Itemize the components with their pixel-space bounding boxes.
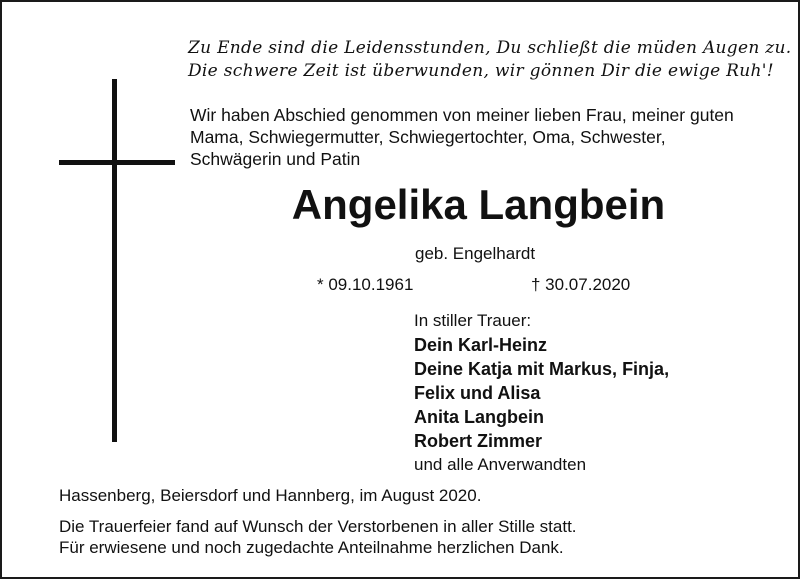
cross-icon <box>112 79 117 442</box>
intro-line: Mama, Schwiegermutter, Schwiegertochter, Oma, Schwester, <box>190 127 666 147</box>
poem <box>188 37 791 83</box>
poem-line: Die schwere Zeit ist überwunden, wir gönnen Dir die ewige Ruh'! <box>188 61 774 81</box>
maiden-name: geb. Engelhardt <box>415 244 536 263</box>
birth-date: * 09.10.1961 <box>317 275 414 294</box>
mourner-name: Deine Katja mit Markus, Finja, <box>414 359 670 379</box>
intro-text <box>190 104 734 170</box>
mourner-name: Anita Langbein <box>414 407 544 427</box>
mourner-name: Dein Karl-Heinz <box>414 335 548 355</box>
intro-line: Schwägerin und Patin <box>190 149 361 169</box>
footer-line: Die Trauerfeier fand auf Wunsch der Verstorbenen in aller Stille statt. <box>59 517 577 536</box>
mourners-heading: In stiller Trauer: <box>414 311 532 330</box>
deceased-name: Angelika Langbein <box>291 181 666 228</box>
mourners-list <box>414 309 669 477</box>
mourner-name: Felix und Alisa <box>414 383 541 403</box>
cross-icon-bar <box>59 160 175 165</box>
poem-line: Zu Ende sind die Leidensstunden, Du schließt die müden Augen zu. <box>188 38 792 58</box>
mourners-closing: und alle Anverwandten <box>414 455 587 474</box>
intro-line: Wir haben Abschied genommen von meiner lieben Frau, meiner guten <box>190 105 734 125</box>
footer-text <box>59 516 577 558</box>
footer-line: Für erwiesene und noch zugedachte Anteilnahme herzlichen Dank. <box>59 538 564 557</box>
place-date: Hassenberg, Beiersdorf und Hannberg, im August 2020. <box>59 486 482 505</box>
mourner-name: Robert Zimmer <box>414 431 543 451</box>
death-date: † 30.07.2020 <box>531 275 631 294</box>
